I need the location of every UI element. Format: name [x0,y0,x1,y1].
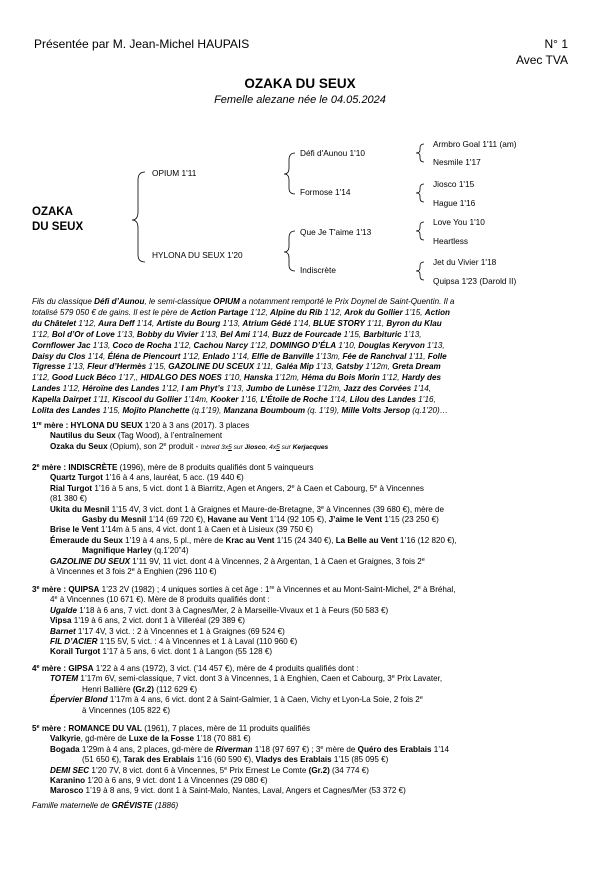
text-line: Magnifique Harley (q.1’20”4) [82,546,189,556]
text-line: Daisy du Clos 1’14, Éléna de Piencourt 1’12, Enlado 1’14, Elfie de Banville 1’13m, Fée de Ranchval 1’11, Folle [32,351,447,361]
section-mere-2 [32,463,572,577]
lot-number: N° 1 [544,37,568,51]
brace-gg2 [416,184,424,202]
text-line: Karanino 1’20 à 6 ans, 9 vict. dont 1 à Vincennes (29 080 €) [50,776,268,786]
text-line: Valkyrie, gd-mère de Luxe de la Fosse 1’18 (70 881 €) [50,734,251,744]
text-line: Barnet 1’17 4V, 3 vict. : 2 à Vincennes et 1 à Graignes (69 524 €) [50,626,285,636]
text-line: Nautilus du Seux (Tag Wood), à l’entraînement [50,431,223,441]
text-line: Ugalde 1’18 à 6 ans, 7 vict. dont 3 à Cagnes/Mer, 2 à Marseille-Vivaux et 1 à Feurs (50 583 €) [50,605,389,615]
brace-dam [284,231,295,271]
horse-title: OZAKA DU SEUX [244,76,356,91]
text-line: Ozaka du Seux (Opium), son 2e produit - Inbred 3x5 sur Jiosco, 4x5 sur Kerjacques [50,441,329,451]
section-mere-4 [32,664,572,716]
pedigree-ggp-8: Quipsa 1'23 (Darold II) [433,276,517,286]
text-line: à Vincennes (105 822 €) [82,705,171,715]
text-line: Rial Turgot 1’16 à 5 ans, 5 vict. dont 1 à Biarritz, Agen et Angers, 2e à Caen et Cabourg, 5e à Vincennes [50,483,424,493]
text-line: (81 380 €) [50,494,87,504]
horse-description: Femelle alezane née le 04.05.2024 [214,94,386,106]
text-line: FIL D’ACIER 1’15 5V, 5 vict. : 4 à Vincennes et 1 à Laval (110 960 €) [50,637,298,647]
pedigree-ggp-6: Heartless [433,236,469,246]
text-line: totalisé 579 050 € de gains. Il est le père de Action Partage 1’12, Alpine du Rib 1’12, Arok du Gollier 1’15, Action [32,307,450,317]
pedigree-sire: OPIUM 1'11 [152,168,197,178]
pedigree-ggp-2: Nesmile 1'17 [433,157,481,167]
text-line: Quartz Turgot 1’16 à 4 ans, lauréat, 5 acc. (19 440 €) [50,473,244,483]
text-line: (51 650 €), Tarak des Erablais 1’16 (60 590 €), Vladys des Erablais 1’15 (85 095 €) [82,755,389,765]
text-line: Henri Ballière (Gr.2) (112 629 €) [82,684,198,694]
text-line: Fils du classique Défi d’Aunou, le semi-classique OPIUM a notamment remporté le Prix Doynel de Saint-Quentin. Il a [32,297,455,306]
pedigree-ggp-7: Jet du Vivier 1'18 [433,257,497,267]
tva-label: Avec TVA [515,53,568,67]
section-mere-1 [32,421,572,453]
pedigree-sire-dam: Formose 1'14 [300,187,351,197]
text-line: 1’12, Good Luck Béco 1’17,, HIDALGO DES NOES 1’10, Hanska 1’12m, Héma du Bois Morin 1’12, Hardy des [32,373,441,383]
text-line: 1’12, Bol d’Or of Love 1’13, Bobby du Vivier 1’13, Bel Ami 1’14, Buzz de Fourcade 1’15, Barbituric 1’13, [32,329,422,339]
pedigree-horse-name-line1: OZAKA [32,206,73,218]
sire-notes [32,297,570,417]
text-line: à Vincennes et 3 fois 2e à Enghien (296 110 €) [50,567,217,577]
section-mere-5 [32,724,572,797]
text-line: 4e à Vincennes (10 671 €). Mère de 8 produits qualifiés dont : [50,595,270,605]
text-line: Landes 1’12, Héroïne des Landes 1’12, I am Phyt’s 1’13, Jumbo de Lunèse 1’12m, Jazz des Corvées 1’14, [32,384,431,394]
pedigree-dam: HYLONA DU SEUX 1'20 [152,250,243,260]
text-line: Émeraude du Seux 1’19 à 4 ans, 5 pl., mère de Krac au Vent 1’15 (24 340 €), La Belle au Vent 1’16 (12 820 €), [50,535,457,545]
text-line: 3e mère : QUIPSA 1’23 2V (1982) ; 4 uniques sorties à cet âge : 1re à Vincennes et au Mont-Saint-Michel, 2e à Bréhal, [32,585,456,594]
pedigree-dam-dam: Indiscrète [300,265,336,275]
text-line: Korail Turgot 1’17 à 5 ans, 6 vict. dont 1 à Langon (55 128 €) [50,647,273,657]
text-line: 2e mère : INDISCRÈTE (1996), mère de 8 produits qualifiés dont 5 vainqueurs [32,463,314,472]
brace-gg3 [416,222,424,240]
text-line: Marosco 1’19 à 8 ans, 9 vict. dont 1 à Saint-Malo, Nantes, Laval, Angers et Cagnes/Mer (53 372 €) [50,786,406,796]
pedigree-dam-sire: Que Je T'aime 1'13 [300,227,372,237]
text-line: GAZOLINE DU SEUX 1’11 9V, 11 vict. dont 4 à Vincennes, 2 à Argentan, 1 à Caen et Graignes, 3 fois 2e [50,556,425,566]
text-line: Gasby du Mesnil 1’14 (69 720 €), Havane au Vent 1’14 (92 105 €), J’aime le Vent 1’15 (23 250 €) [82,515,439,525]
text-line: DEMI SEC 1’20 7V, 8 vict. dont 6 à Vincennes, 5e Prix Ernest Le Comte (Gr.2) (34 774 €) [50,765,369,775]
text-line: Kapella Dairpet 1’11, Kiscool du Gollier 1’14m, Kooker 1’16, L’Étoile de Roche 1’14, Lilou des Landes 1’16, [32,395,436,405]
text-line: TOTEM 1’17m 6V, semi-classique, 7 vict. dont 3 à Vincennes, 1 à Enghien, Caen et Cabourg, 3e Prix Lavater, [50,674,443,684]
text-line: Bogada 1’29m à 4 ans, 2 places, gd-mère de Riverman 1’18 (97 697 €) ; 3e mère de Quéro des Erablais 1’14 [50,744,450,754]
brace-gg1 [416,144,424,162]
text-line: 4e mère : GIPSA 1’22 à 4 ans (1972), 3 vict. (’14 457 €), mère de 4 produits qualifiés dont : [32,664,359,673]
section-mere-3 [32,585,572,658]
text-line: 1re mère : HYLONA DU SEUX 1’20 à 3 ans (2017). 3 places [32,421,250,430]
pedigree-ggp-4: Hague 1'16 [433,198,476,208]
pedigree-ggp-1: Armbro Goal 1'11 (am) [433,139,517,149]
pedigree-sire-sire: Défi d'Aunou 1'10 [300,148,365,158]
text-line: Ukita du Mesnil 1’15 4V, 3 vict. dont 1 à Graignes et Maure-de-Bretagne, 3e à Vincennes (39 680 €), mère de [50,504,445,514]
text-line: du Châtelet 1’12, Aura Deff 1’14, Artiste du Bourg 1’13, Atrium Gédé 1’14, BLUE STORY 1’11, Byron du Klau [32,318,442,328]
brace-main [132,172,145,262]
text-line: Épervier Blond 1’17m à 4 ans, 6 vict. dont 2 à Saint-Galmier, 1 à Caen, Vichy et Lyon-La Soie, 2 fois 2e [50,695,423,705]
brace-sire [284,153,295,194]
text-line: Brise le Vent 1’14m à 5 ans, 4 vict. dont 1 à Caen et à Lisieux (39 750 €) [50,525,313,535]
brace-gg4 [416,262,424,280]
famille-maternelle: Famille maternelle de GRÉVISTE (1886) [32,801,179,810]
text-line: 5e mère : ROMANCE DU VAL (1961), 7 places, mère de 11 produits qualifiés [32,724,311,733]
pedigree-ggp-5: Love You 1'10 [433,217,485,227]
text-line: Cornflower Jac 1’13, Coco de Rocha 1’12, Cachou Narcy 1’12, DOMINGO D’ÉLA 1’10, Douglas Keryvon 1’13, [32,340,445,350]
pedigree-horse-name-line2: DU SEUX [32,221,84,233]
text-line: Tigresse 1’13, Fleur d’Hermès 1’15, GAZOLINE DU SCEUX 1’11, Galéa Mip 1’13, Gatsby 1’12m, Greta Dream [32,362,441,372]
pedigree-ggp-3: Jiosco 1'15 [433,179,475,189]
presenter-line: Présentée par M. Jean-Michel HAUPAIS [34,37,250,51]
text-line: Lolita des Landes 1’15, Mojito Planchette (q.1’19), Manzana Boumboum (q. 1’19), Mille Volts Jersop (q.1’20)… [32,406,448,416]
text-line: Vipsa 1’19 à 6 ans, 2 vict. dont 1 à Villeréal (29 389 €) [50,616,245,626]
